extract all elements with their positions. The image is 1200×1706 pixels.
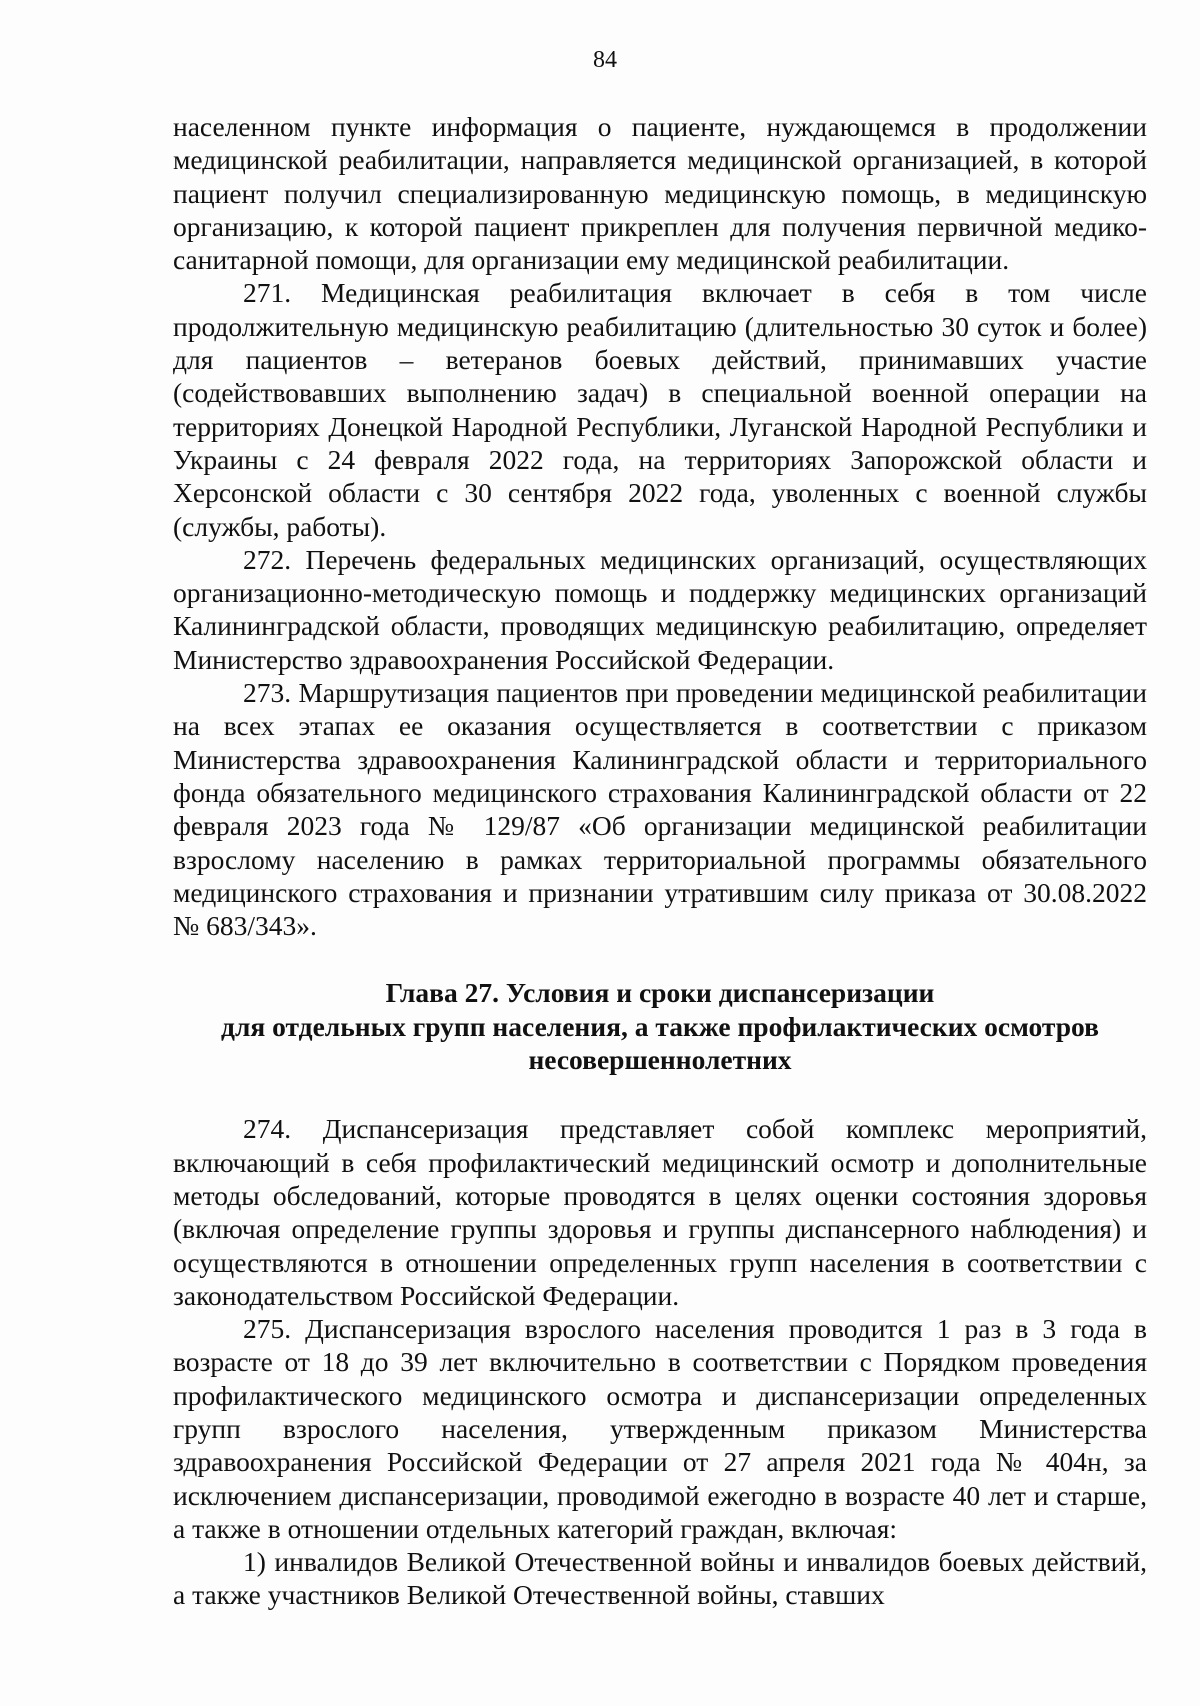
paragraph-273: 273. Маршрутизация пациентов при проведении медицинской реабилитации на всех этапах ее оказания осуществляется в соответствии с приказом Министерства здравоохранения Калининградской области и территориального фонда обязательного медицинского страхования Калининградской области от 22 февраля 2023 года № 129/87 «Об организации медицинской реабилитации взрослому населению в рамках территориальной программы обязательного медицинского страхования и признании утратившим силу приказа от 30.08.2022 № 683/343». — [173, 677, 1147, 942]
chapter-heading-line-2: для отдельных групп населения, а также профилактических осмотров — [221, 1010, 1099, 1042]
chapter-heading — [173, 976, 1147, 1076]
paragraph-275: 275. Диспансеризация взрослого населения проводится 1 раз в 3 года в возрасте от 18 до 39 лет включительно в соответствии с Порядком проведения профилактического медицинского осмотра и диспансеризации определенных групп взрослого населения, утвержденным приказом Министерства здравоохранения Российской Федерации от 27 апреля 2021 года № 404н, за исключением диспансеризации, проводимой ежегодно в возрасте 40 лет и старше, а также в отношении отдельных категорий граждан, включая: — [173, 1313, 1147, 1544]
paragraph-continuation: населенном пункте информация о пациенте, нуждающемся в продолжении медицинской реабилитации, направляется медицинской организацией, в которой пациент получил специализированную медицинскую помощь, в медицинскую организацию, к которой пациент прикреплен для получения первичной медико-санитарной помощи, для организации ему медицинской реабилитации. — [173, 111, 1147, 276]
chapter-heading-line-3: несовершеннолетних — [528, 1044, 792, 1076]
paragraph-274: 274. Диспансеризация представляет собой комплекс мероприятий, включающий в себя профилактический медицинский осмотр и дополнительные методы обследований, которые проводятся в целях оценки состояния здоровья (включая определение группы здоровья и группы диспансерного наблюдения) и осуществляются в отношении определенных групп населения в соответствии с законодательством Российской Федерации. — [173, 1113, 1147, 1311]
paragraph-271: 271. Медицинская реабилитация включает в себя в том числе продолжительную медицинскую реабилитацию (длительностью 30 суток и более) для пациентов – ветеранов боевых действий, принимавших участие (содействовавших выполнению задач) в специальной военной операции на территориях Донецкой Народной Республики, Луганской Народной Республики и Украины с 24 февраля 2022 года, на территориях Запорожской области и Херсонской области с 30 сентября 2022 года, уволенных с военной службы (службы, работы). — [173, 277, 1147, 542]
page-number: 84 — [593, 47, 617, 73]
paragraph-272: 272. Перечень федеральных медицинских организаций, осуществляющих организационно-методическую помощь и поддержку медицинских организаций Калининградской области, проводящих медицинскую реабилитацию, определяет Министерство здравоохранения Российской Федерации. — [173, 543, 1147, 675]
chapter-heading-line-1: Глава 27. Условия и сроки диспансеризации — [385, 977, 935, 1009]
page-content — [173, 110, 1147, 1612]
paragraph-275-item-1: 1) инвалидов Великой Отечественной войны и инвалидов боевых действий, а также участников Великой Отечественной войны, ставших — [173, 1546, 1147, 1611]
